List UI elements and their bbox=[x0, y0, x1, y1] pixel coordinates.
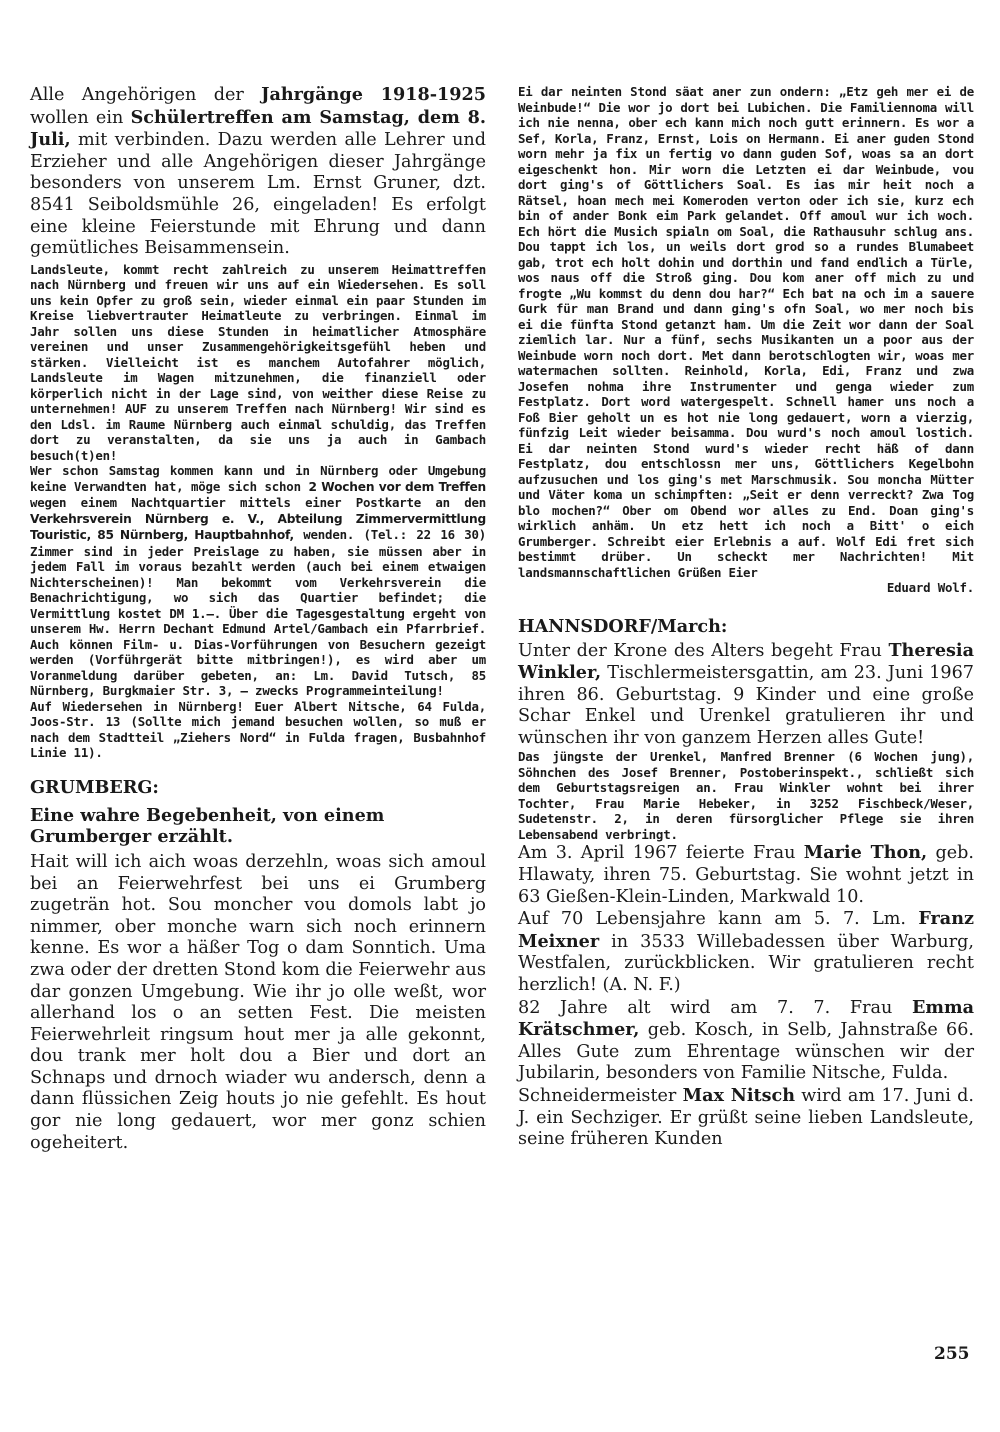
meeting-invitation-paragraph: Landsleute, kommt recht zahlreich zu unserem Heimattreffen nach Nürnberg und freuen wir uns auf ein Wiedersehen. Es soll uns kein Opfer zu groß sein, wieder einmal ein paar Stunden im Kreise liebvertrauter Heimatleute zu verbringen. Einmal im Jahr sollen uns diese Stunden in heimatlicher Atmosphäre vereinen und unser Zusammengehörigkeitsgefühl heben und stärken. Vielleicht ist es manchem Autofahrer möglich, Landsleute im Wagen mitzunehmen, die finanziell oder körperlich nicht in der Lage sind, von weither diese Reise zu unternehmen! AUF zu unserem Treffen nach Nürnberg! Wir sind es den Ldsl. im Raume Nürnberg auch einmal schuldig, das Treffen dort zu veranstalten, da sie uns ja auch in Gambach besuch(t)en! bbox=[30, 261, 486, 463]
birthday-nitsch: Schneidermeister Max Nitsch wird am 17. Juni d. J. ein Sechziger. Er grüßt seine lieben Landsleute, seine früheren Kunden bbox=[518, 1085, 974, 1150]
bold-years: Jahrgänge 1918-1925 bbox=[261, 84, 486, 105]
birthday-thon: Am 3. April 1967 feierte Frau Marie Thon, geb. Hlawaty, ihren 75. Geburtstag. Sie wohnt jetzt in 63 Gießen-Klein-Linden, Markwald 10. bbox=[518, 842, 974, 907]
story-paragraph: Hait will ich aich woas derzehln, woas sich amoul bei an Feierwehrfest bei uns ei Grumberg zugeträn hot. Sou moncher vou domols labt jo nimmer, ober monche warn sich noch erinnern kenne. Es wor a häßer Tog o dam Sonntich. Uma zwa oder der dretten Stond kom die Feierwehr aus dar gonzen Umgebung. Wie ihr jo olle weßt, wor allerhand los o an setten Fest. Die meisten Feierwehrleit ringsum hout mer ja alle gekonnt, dou trank mer holt dou a Bier und dort an Schnaps und drnoch wiader wu andersch, denn a dann flüssichen Zeig houts jo nie gefehlt. Es hout gor nie long gedauert, wor mer gonz schien ogeheitert. bbox=[30, 851, 487, 1153]
section-heading-grumberg: GRUMBERG: bbox=[30, 776, 159, 798]
birthday-meixner: Auf 70 Lebensjahre kann am 5. 7. Lm. Franz Meixner in 3533 Willebadessen über Warburg, Westfalen, zurückblicken. Wir gratulieren recht herzlich! (A. N. F.) bbox=[518, 908, 974, 996]
story-subheading: Eine wahre Begebenheit, von einem Grumberger erzählt. bbox=[30, 804, 385, 848]
bold-reunion-date: Schülertreffen am Samstag, dem 8. Juli, bbox=[30, 106, 486, 151]
birthday-winkler: Unter der Krone des Alters begeht Frau Theresia Winkler, Tischlermeistersgattin, am 23. Juni 1967 ihren 86. Geburtstag. 9 Kinder und eine große Schar Enkel und Urenkel gratulieren ihr und wünschen ihr von ganzem Herzen alles Gute! bbox=[518, 639, 974, 748]
left-column bbox=[30, 84, 486, 1154]
section-heading-hannsdorf: HANNSDORF/March: bbox=[518, 615, 728, 637]
accommodation-paragraph: Wer schon Samstag kommen kann und in Nürnberg oder Umgebung keine Verwandten hat, möge sich schon 2 Wochen vor dem Treffen wegen einem Nachtquartier mittels einer Postkarte an den Verkehrsverein Nürnberg e. V., Abteilung Zimmervermittlung Touristic, 85 Nürnberg, Hauptbahnhof, wenden. (Tel.: 22 16 30) Zimmer sind in jeder Preislage zu haben, sie müssen aber in jedem Fall im voraus bezahlt werden (auch bei einem etwaigen Nichterscheinen)! Man bekommt vom Verkehrsverein die Benachrichtigung, wo sich das Quartier befindet; die Vermittlung kostet DM 1.—. Über die Tagesgestaltung ergeht von unserem Hw. Herrn Dechant Edmund Artel/Gambach ein Pfarrbrief. Auch können Film- u. Dias-Vorführungen von Besuchern gezeigt werden (Vorführgerät bitte mitbringen!), es wird aber um Voranmeldung darüber gebeten, an: Lm. David Tutsch, 85 Nürnberg, Burgkmaier Str. 3, — zwecks Programmeinteilung! bbox=[30, 463, 487, 699]
page-number: 255 bbox=[934, 1344, 970, 1364]
school-reunion-paragraph: Alle Angehörigen der Jahrgänge 1918-1925 wollen ein Schülertreffen am Samstag, dem 8. Juli, mit verbinden. Dazu werden alle Lehrer und Erzieher und alle Angehörigen dieser Jahrgänge besonders von unserem Lm. Ernst Gruner, dzt. 8541 Seiboldsmühle 26, eingeladen! Es erfolgt eine kleine Feierstunde mit Ehrung und dann gemütliches Beisammensein. bbox=[30, 84, 486, 259]
signature: Eduard Wolf. bbox=[886, 580, 974, 595]
farewell-paragraph: Auf Wiedersehen in Nürnberg! Euer Albert Nitsche, 64 Fulda, Joos-Str. 13 (Sollte mich jemand besuchen wollen, so muß er nach dem Stadtteil „Ziehers Nord“ in Fulda fragen, Busbahnhof Linie 11). bbox=[30, 698, 486, 761]
birthday-kraetschmer: 82 Jahre alt wird am 7. 7. Frau Emma Krätschmer, geb. Kosch, in Selb, Jahnstraße 66. Alles Gute zum Ehrentage wünschen wir der Jubilarin, besonders von Familie Nitsche, Fulda. bbox=[518, 996, 974, 1084]
story-continuation: Ei dar neinten Stond säat aner zun ondern: „Etz geh mer ei de Weinbude!“ Die wor jo dort bei Lubichen. Die Familiennoma will ich nie nenna, ober ech kann mich noch gutt erinnern. Es wor a Sef, Korla, Franz, Ernst, Lois on Hermann. Ei aner guden Stond worn mehr ja fix un fertig vo dann guden Sof, woas sa an dort eigeschenkt hon. Mir worn die Letzten ei dar Weinbude, vou dort ging's of Göttlichers Soal. Es ias mir heit noch a Rätsel, hoan mech mei Komeroden verton oder ich sie, kurz ech bin of ander Bonk eim Park gelandet. Off amoul wur ich woch. Ech hört die Musich spialn om Soal, die Rathausuhr schlug ans. Dou tappt ich los, un weils dort grod so a rundes Blumabeet gab, trot ech holt dohin und dorthin und fand endlich a Türle, wos naus off die Stroß ging. Dou kom aner off mich zu und frogte „Wu kommst du denn dou har?“ Ech bat na och im a sauere Gurk für man Brand und dann ging's ofn Soal, wo mer noch bis ei die fünfta Stond getanzt ham. Um die Zeit wor dann der Soal ziemlich lar. Nur a fünf, sechs Musikanten un a poor aus der Weinbude worn noch dort. Met dann berotschlogten wir, woas mer watermachen sollten. Reinhold, Korla, Edi, Franz und zwa Josefen nohma ihre Instrumenter und genga wieder zum Festplatz. Dort word watergespelt. Schnell hamer uns noch a Foß Bier geholt un es hot nie long gedauert, worn a vierzig, fünfzig Leit wieder beisamma. Dou wurd's noch amoul lostich. Ei dar neinten Stond wurd's wieder recht häß of dann Festplatz, dou entschlossn mer uns, Göttlichers Kegelbohn aufzusuchen und los ging's met Marschmusik. Sou moncha Mütter und Väter koma un schimpften: „Seit er denn verreckt? Zwa Tog blo mochen?“ Ober om Obend wor alles zu End. Doan ging's wirklich anhäm. Un etz hett ich noch a Bitt' o eich Grumberger. Schreibt eier Erlebnis a auf. Wolf Edi fret sich bestimmt drüber. Un scheckt mer Nachrichten! Mit landsmannschaftlichen Grüßen Eier bbox=[518, 84, 974, 580]
right-column bbox=[518, 84, 974, 1151]
great-grandchild-paragraph: Das jüngste der Urenkel, Manfred Brenner (6 Wochen jung), Söhnchen des Josef Brenner, Postoberinspekt., schließt sich dem Geburtstagsreigen an. Frau Winkler wohnt bei ihrer Tochter, Frau Marie Hebeker, in 3252 Fischbeck/Weser, Sudetenstr. 2, in deren fürsorglicher Pflege sie ihren Lebensabend verbringt. bbox=[518, 749, 974, 842]
